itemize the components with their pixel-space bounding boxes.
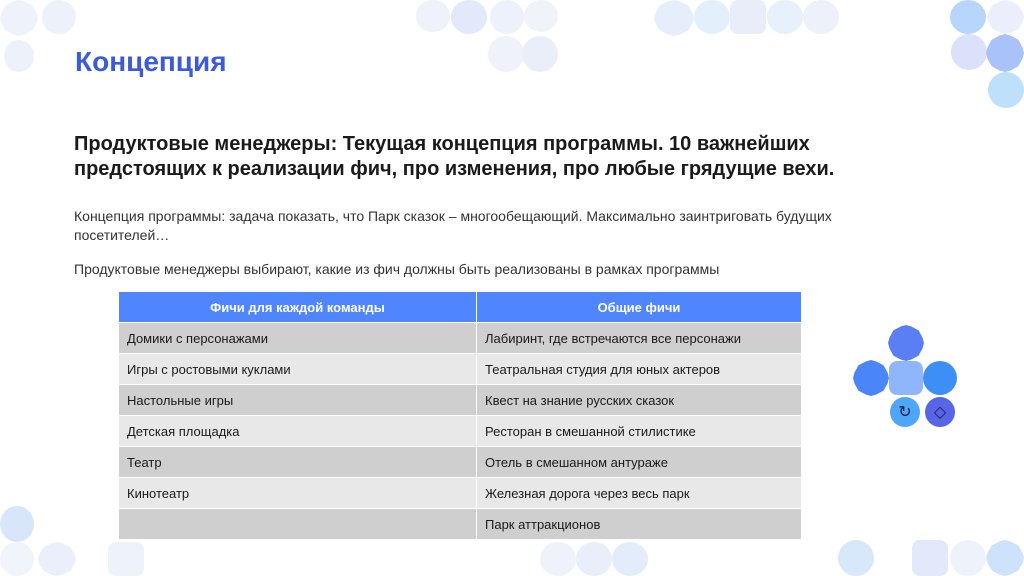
decor-shape [612,542,648,576]
table-row [119,323,802,354]
decor-shape [950,540,986,576]
widget-shape [888,325,924,361]
table-header-row [119,292,802,323]
decor-shape [4,40,34,72]
table-cell: Настольные игры [119,385,477,416]
table-cell: Театральная студия для юных актеров [477,354,802,385]
table-cell [119,509,477,540]
decor-shape [803,0,839,34]
table-cell: Железная дорога через весь парк [477,478,802,509]
decor-shape [42,0,76,34]
decor-shape [767,0,803,34]
decor-shape [416,0,450,32]
decor-shape [0,506,34,542]
slide-title: Концепция [75,46,227,77]
decor-shape [540,542,576,576]
table-cell: Игры с ростовыми куклами [119,354,477,385]
decor-shape [451,0,487,34]
table-cell: Ресторан в смешанной стилистике [477,416,802,447]
decor-shape [838,540,874,576]
decor-shape [524,0,558,32]
table-cell: Театр [119,447,477,478]
decor-shape [912,540,948,576]
concept-paragraph: Концепция программы: задача показать, что Парк сказок – многообещающий. Максимально заинтриговать будущих посетителей… [74,208,832,243]
table-row [119,447,802,478]
widget-shape [853,360,889,396]
table-cell: Квест на знание русских сказок [477,385,802,416]
selection-paragraph: Продуктовые менеджеры выбирают, какие из фич должны быть реализованы в рамках программы [74,261,720,277]
decor-shape [988,72,1024,108]
table-cell: Кинотеатр [119,478,477,509]
widget-shape [923,361,957,395]
rotate-button[interactable] [890,397,920,427]
decor-shape [488,36,524,72]
decor-shape [987,0,1024,34]
decor-shape [490,0,524,34]
decor-shape [654,0,694,36]
decor-shape [951,34,987,70]
table-cell: Лабиринт, где встречаются все персонажи [477,323,802,354]
table-cell: Отель в смешанном антураже [477,447,802,478]
table-cell: Домики с персонажами [119,323,477,354]
diamond-icon: ◇ [933,404,947,421]
decor-shape [38,542,76,576]
features-table [118,291,802,540]
decor-shape [576,542,612,576]
column-header-common-features: Общие фичи [477,292,802,323]
decor-shape [950,0,986,34]
table-cell: Парк аттракционов [477,509,802,540]
decor-shape [986,34,1024,72]
decor-shape [986,540,1024,576]
decor-shape [0,0,38,36]
decor-shape [730,0,766,34]
table-row [119,385,802,416]
table-row [119,478,802,509]
table-row [119,354,802,385]
rotate-icon: ↻ [898,404,912,421]
decor-shape [108,542,144,576]
widget-shape [889,361,923,395]
decor-shape [522,36,558,72]
decor-shape [694,0,730,34]
table-cell: Детская площадка [119,416,477,447]
column-header-team-features: Фичи для каждой команды [119,292,477,323]
decor-shape [0,542,34,576]
table-row [119,509,802,540]
diamond-button[interactable] [925,397,955,427]
slide-headline: Продуктовые менеджеры: Текущая концепция программы. 10 важнейших предстоящих к реализации фич, про изменения, про любые грядущие вехи. [74,133,835,180]
table-row [119,416,802,447]
